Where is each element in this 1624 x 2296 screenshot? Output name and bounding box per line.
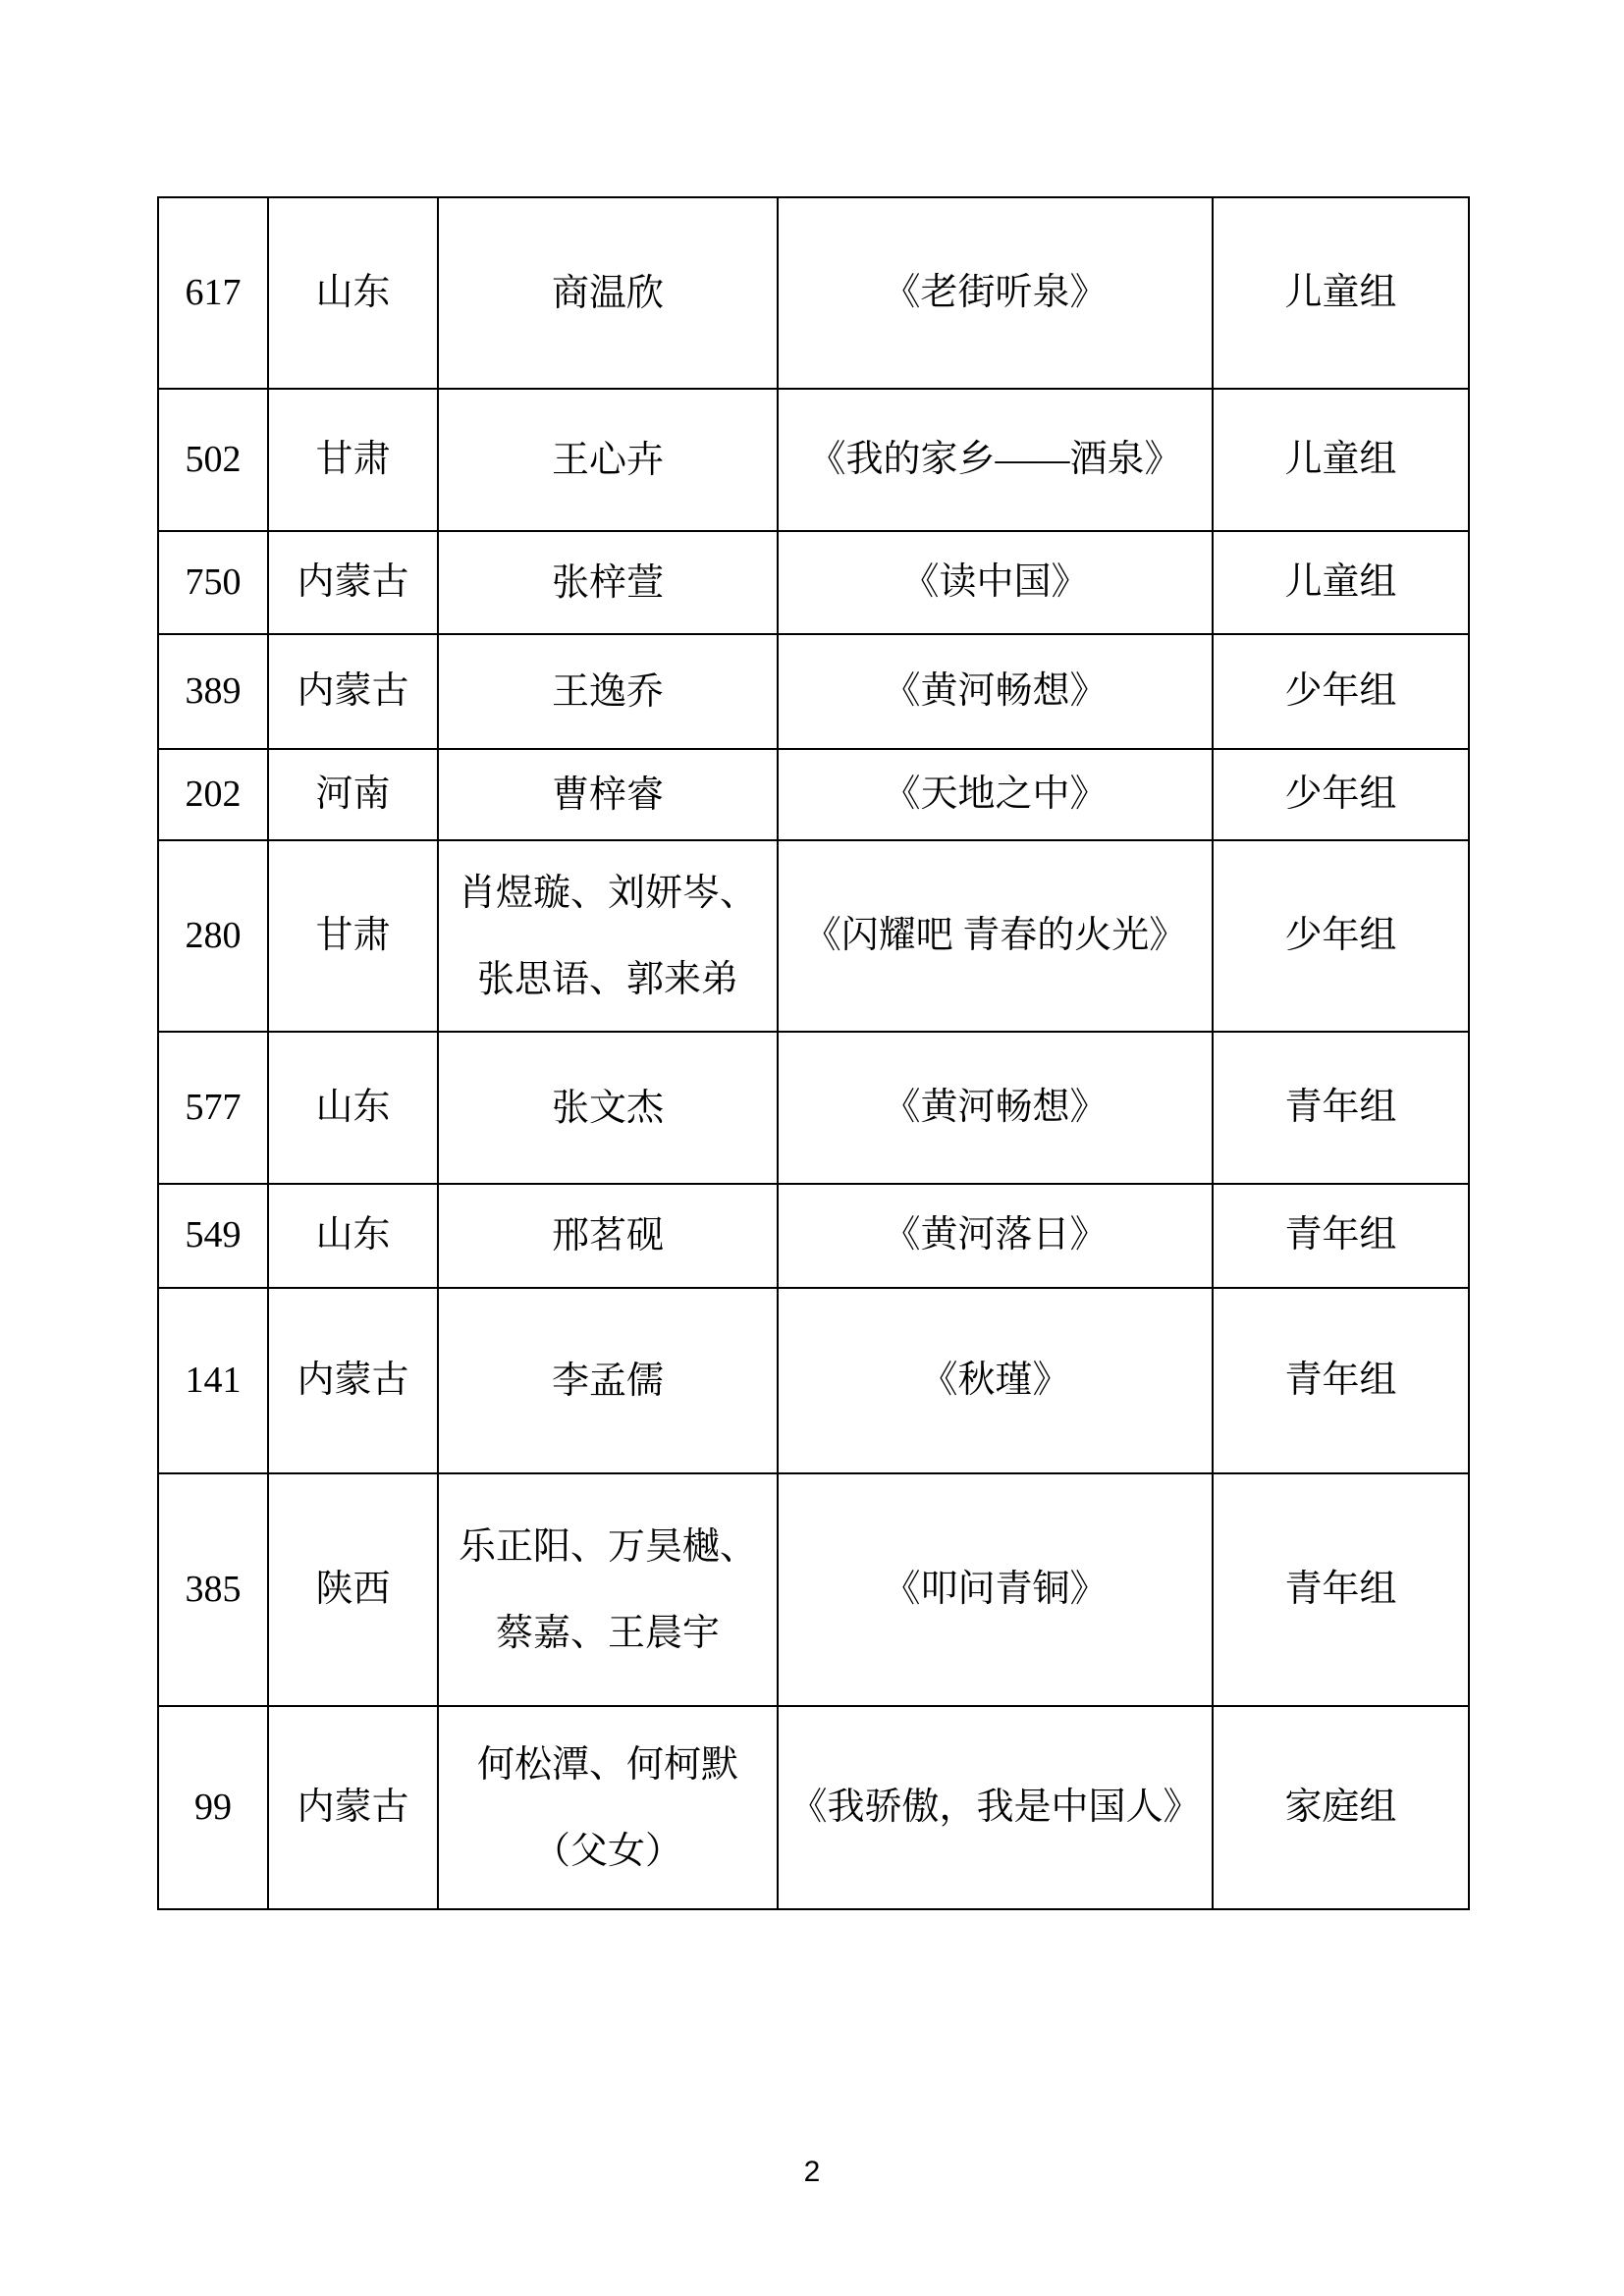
cell-province: 甘肃 [268, 840, 438, 1032]
table-row [158, 389, 1469, 531]
cell-group: 青年组 [1213, 1288, 1469, 1473]
cell-work-title: 《黄河畅想》 [778, 1032, 1213, 1184]
table-row [158, 840, 1469, 1032]
cell-work-title: 《我的家乡——酒泉》 [778, 389, 1213, 531]
table-row [158, 634, 1469, 749]
cell-participants [438, 1184, 778, 1288]
cell-work-title: 《黄河畅想》 [778, 634, 1213, 749]
cell-work-title: 《黄河落日》 [778, 1184, 1213, 1288]
participant-name-line: 张思语、郭来弟 [476, 958, 738, 1000]
cell-province: 陕西 [268, 1473, 438, 1706]
cell-work-title: 《我骄傲，我是中国人》 [778, 1706, 1213, 1909]
cell-work-title: 《叩问青铜》 [778, 1473, 1213, 1706]
cell-work-title: 《闪耀吧 青春的火光》 [778, 840, 1213, 1032]
table-row [158, 1288, 1469, 1473]
cell-participants [438, 1473, 778, 1706]
cell-province: 内蒙古 [268, 531, 438, 634]
cell-entry-number: 389 [158, 634, 268, 749]
cell-work-title: 《天地之中》 [778, 749, 1213, 840]
cell-province: 山东 [268, 1184, 438, 1288]
participant-name-line: 张梓萱 [551, 561, 664, 604]
cell-participants [438, 1288, 778, 1473]
cell-entry-number: 549 [158, 1184, 268, 1288]
cell-entry-number: 141 [158, 1288, 268, 1473]
cell-group: 少年组 [1213, 634, 1469, 749]
cell-province: 山东 [268, 1032, 438, 1184]
participant-name-line: 曹梓睿 [551, 774, 664, 816]
cell-entry-number: 750 [158, 531, 268, 634]
cell-province: 山东 [268, 197, 438, 389]
cell-group: 家庭组 [1213, 1706, 1469, 1909]
cell-entry-number: 280 [158, 840, 268, 1032]
cell-participants [438, 1706, 778, 1909]
cell-group: 少年组 [1213, 840, 1469, 1032]
participant-name-line: 乐正阳、万昊樾、 [458, 1525, 757, 1568]
cell-group: 少年组 [1213, 749, 1469, 840]
page-number: 2 [803, 2156, 821, 2188]
participant-name-line: 蔡嘉、王晨宇 [495, 1612, 720, 1654]
participant-name-line: 李孟儒 [551, 1360, 664, 1402]
cell-group: 儿童组 [1213, 197, 1469, 389]
cell-participants [438, 531, 778, 634]
table-row [158, 749, 1469, 840]
cell-entry-number: 385 [158, 1473, 268, 1706]
table-row [158, 531, 1469, 634]
table-row [158, 1473, 1469, 1706]
cell-province: 甘肃 [268, 389, 438, 531]
table-row [158, 1184, 1469, 1288]
cell-group: 青年组 [1213, 1473, 1469, 1706]
cell-participants [438, 1032, 778, 1184]
cell-province: 内蒙古 [268, 1288, 438, 1473]
cell-entry-number: 617 [158, 197, 268, 389]
participant-name-line: 王心卉 [551, 439, 664, 481]
cell-group: 儿童组 [1213, 531, 1469, 634]
cell-entry-number: 99 [158, 1706, 268, 1909]
participant-name-line: 何松潭、何柯默 [476, 1743, 738, 1786]
results-table-body [158, 197, 1469, 1909]
cell-entry-number: 577 [158, 1032, 268, 1184]
participant-name-line: （父女） [532, 1830, 682, 1872]
cell-work-title: 《秋瑾》 [778, 1288, 1213, 1473]
cell-entry-number: 202 [158, 749, 268, 840]
participant-name-line: 邢茗砚 [551, 1215, 664, 1256]
participant-name-line: 商温欣 [551, 272, 664, 314]
cell-province: 内蒙古 [268, 634, 438, 749]
table-row [158, 197, 1469, 389]
cell-group: 儿童组 [1213, 389, 1469, 531]
participant-name-line: 张文杰 [551, 1087, 664, 1129]
cell-participants [438, 389, 778, 531]
table-row [158, 1032, 1469, 1184]
cell-group: 青年组 [1213, 1032, 1469, 1184]
cell-province: 内蒙古 [268, 1706, 438, 1909]
cell-group: 青年组 [1213, 1184, 1469, 1288]
cell-work-title: 《老街听泉》 [778, 197, 1213, 389]
cell-participants [438, 634, 778, 749]
cell-participants [438, 749, 778, 840]
cell-work-title: 《读中国》 [778, 531, 1213, 634]
participant-name-line: 王逸乔 [551, 670, 664, 713]
cell-province: 河南 [268, 749, 438, 840]
cell-participants [438, 840, 778, 1032]
cell-entry-number: 502 [158, 389, 268, 531]
results-table [157, 196, 1470, 1910]
participant-name-line: 肖煜璇、刘妍岑、 [458, 872, 757, 914]
table-row [158, 1706, 1469, 1909]
cell-participants [438, 197, 778, 389]
